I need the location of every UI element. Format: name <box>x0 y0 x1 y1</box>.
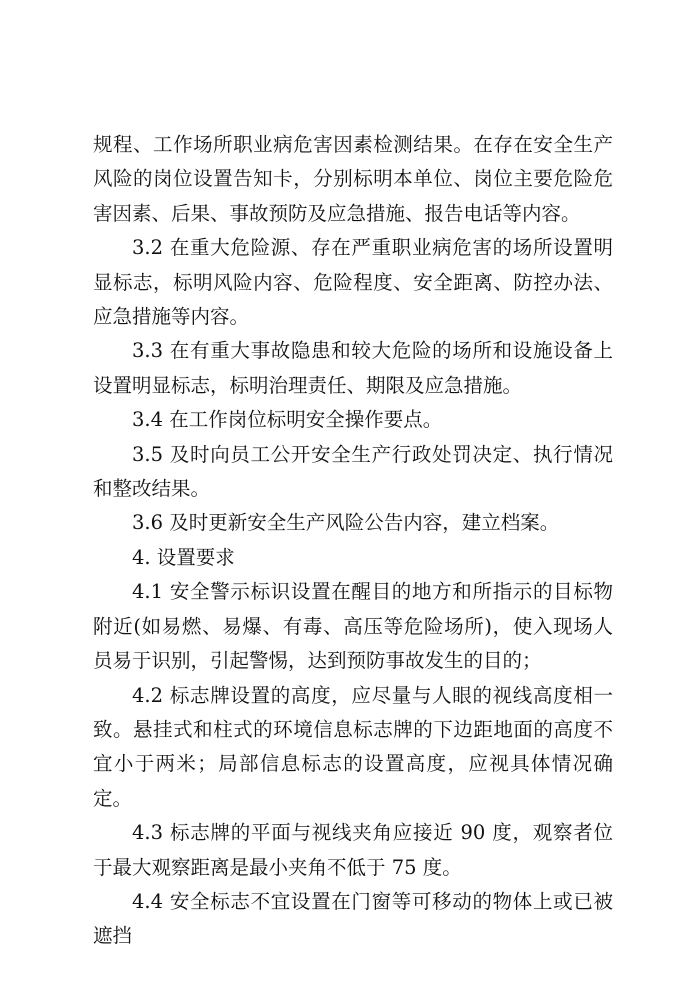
paragraph-3-3: 3.3 在有重大事故隐患和较大危险的场所和设施设备上设置明显标志，标明治理责任、期限及应急措施。 <box>93 339 613 397</box>
paragraph-4-2: 4.2 标志牌设置的高度，应尽量与人眼的视线高度相一致。悬挂式和柱式的环境信息标志牌的下边距地面的高度不宜小于两米；局部信息标志的设置高度，应视具体情况确定。 <box>93 683 613 810</box>
paragraph-3-6: 3.6 及时更新安全生产风险公告内容，建立档案。 <box>132 511 560 535</box>
section-heading-4: 4. 设置要求 <box>132 545 235 569</box>
paragraph-4-1: 4.1 安全警示标识设置在醒目的地方和所指示的目标物附近(如易燃、易爆、有毒、高压等危险场所)，使入现场人员易于识别，引起警惕，达到预防事故发生的目的； <box>93 580 613 673</box>
paragraph-3-4: 3.4 在工作岗位标明安全操作要点。 <box>132 408 443 432</box>
paragraph-3-2: 3.2 在重大危险源、存在严重职业病危害的场所设置明显标志，标明风险内容、危险程度、安全距离、防控办法、应急措施等内容。 <box>93 236 613 329</box>
paragraph-3-5: 3.5 及时向员工公开安全生产行政处罚决定、执行情况和整改结果。 <box>93 442 613 501</box>
document-page <box>93 128 613 954</box>
paragraph-4-4: 4.4 安全标志不宜设置在门窗等可移动的物体上或已被遮挡 <box>93 889 613 948</box>
paragraph-4-3: 4.3 标志牌的平面与视线夹角应接近 90 度，观察者位于最大观察距离是最小夹角不低于 75 度。 <box>93 821 613 879</box>
paragraph-continuation: 规程、工作场所职业病危害因素检测结果。在存在安全生产风险的岗位设置告知卡，分别标明本单位、岗位主要危险危害因素、后果、事故预防及应急措施、报告电话等内容。 <box>93 133 613 225</box>
